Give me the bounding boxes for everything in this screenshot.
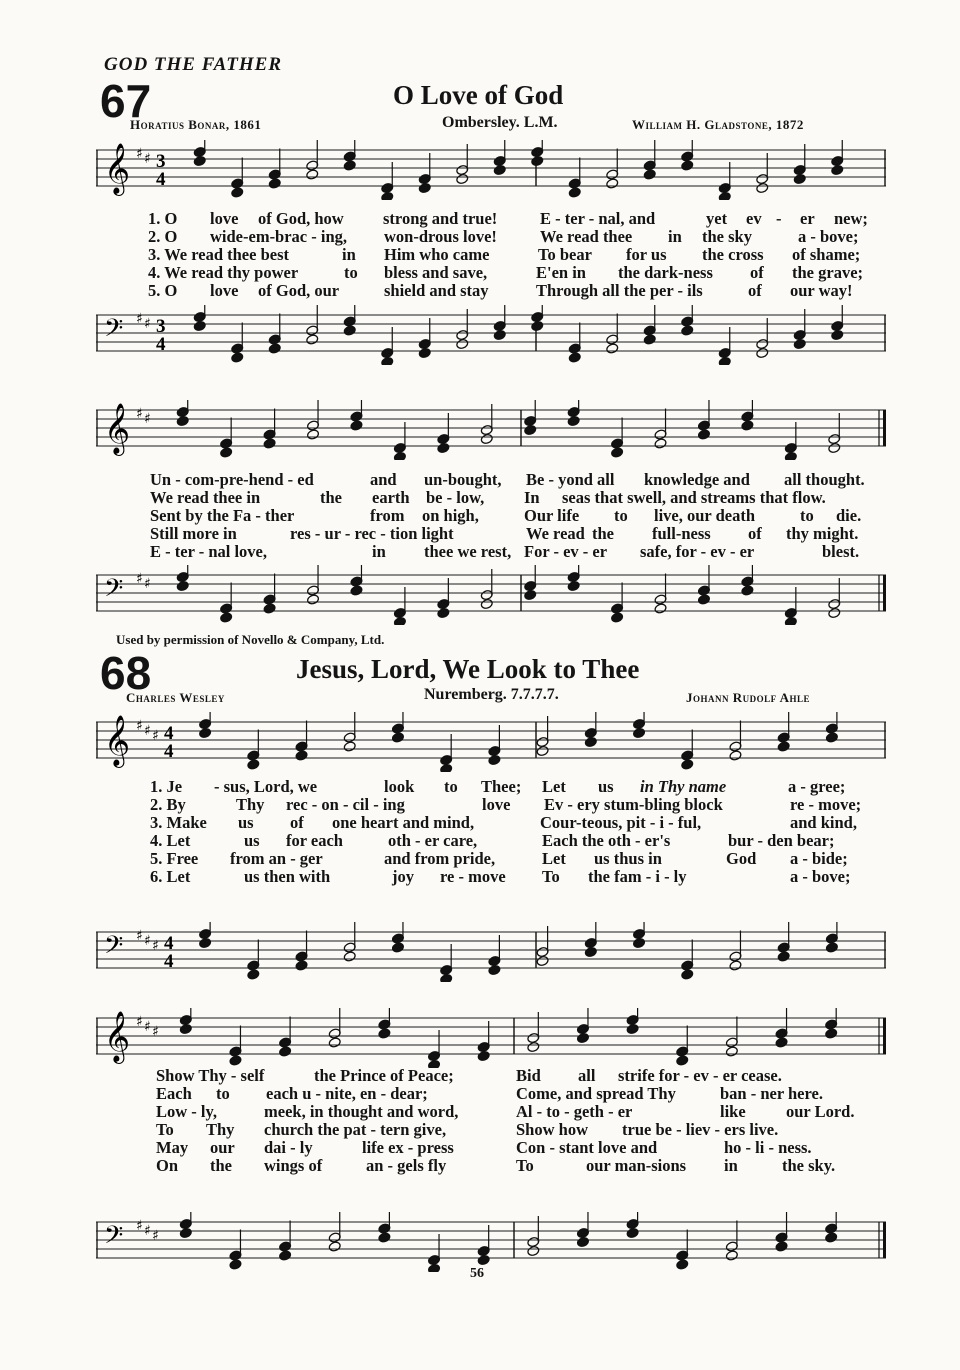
lyric: res - ur - rec - tion light — [290, 524, 454, 543]
treble-clef-icon: 𝄞 — [104, 403, 131, 454]
bass-clef-icon: 𝄢 — [104, 314, 124, 349]
lyric: us then with — [244, 867, 331, 886]
lyric: our — [210, 1138, 235, 1157]
page-number: 56 — [470, 1266, 484, 1281]
lyric: life ex - press — [362, 1138, 454, 1157]
treble-clef-icon: 𝄞 — [104, 143, 131, 194]
lyric: Thee; — [481, 777, 522, 796]
lyric: Come, and spread Thy — [516, 1084, 676, 1103]
lyric: un-bought, — [424, 470, 502, 489]
lyric: the grave; — [792, 263, 864, 282]
lyric: in — [372, 542, 386, 561]
lyric: love — [210, 209, 239, 228]
lyric: the Prince of Peace; — [314, 1066, 454, 1085]
lyric: thy might. — [786, 524, 859, 543]
svg-text:♯: ♯ — [136, 1014, 143, 1030]
lyric: in — [342, 245, 356, 264]
lyric: us thus in — [594, 849, 662, 868]
lyric: ho - li - ness. — [724, 1138, 812, 1157]
lyric: the sky — [702, 227, 752, 246]
svg-text:4: 4 — [164, 951, 174, 972]
svg-text:♯: ♯ — [136, 1218, 143, 1234]
lyric: in — [724, 1156, 738, 1175]
lyric: all thought. — [784, 470, 865, 489]
lyric: Al - to - geth - er — [516, 1102, 633, 1121]
lyric: love — [210, 281, 239, 300]
lyric: Through all the per - ils — [536, 281, 703, 300]
svg-text:3: 3 — [156, 316, 166, 337]
svg-text:♯: ♯ — [144, 576, 151, 592]
svg-text:♯: ♯ — [136, 571, 143, 587]
bass-clef-icon: 𝄢 — [104, 574, 124, 609]
hymn-68-system1-treble — [96, 712, 886, 772]
svg-text:♯: ♯ — [152, 1228, 159, 1244]
lyric: 3. Make — [150, 813, 207, 832]
lyric: Un - com-pre-hend - ed — [150, 470, 314, 489]
lyric: To — [156, 1120, 174, 1139]
hymn-67-author: Horatius Bonar, 1861 — [130, 117, 262, 132]
lyric: of — [748, 281, 762, 300]
lyric: the fam - i - ly — [588, 867, 687, 886]
permission-note: Used by permission of Novello & Company, Ltd. — [116, 632, 385, 647]
lyric: er — [800, 209, 815, 228]
svg-text:♯: ♯ — [144, 1223, 151, 1239]
lyric: We read thee in — [150, 488, 261, 507]
treble-clef-icon: 𝄞 — [104, 1011, 131, 1062]
lyric: - sus, Lord, we — [214, 777, 318, 796]
lyric: For - ev - er — [524, 542, 608, 561]
lyric: E - ter - nal love, — [150, 542, 268, 561]
lyric: ev — [746, 209, 762, 228]
lyric: E - ter - nal, and — [540, 209, 656, 228]
treble-clef-icon: 𝄞 — [104, 715, 131, 766]
lyric: the — [320, 488, 342, 507]
lyric: Be - yond all — [526, 470, 615, 489]
lyric: the sky. — [782, 1156, 836, 1175]
lyric: 2. O — [148, 227, 178, 246]
hymn-68-title: Jesus, Lord, We Look to Thee — [296, 654, 640, 684]
svg-text:♯: ♯ — [152, 728, 159, 744]
lyric: To bear — [538, 245, 592, 264]
lyric: Cour-teous, pit - i - ful, — [540, 813, 702, 832]
svg-text:♯: ♯ — [144, 1019, 151, 1035]
lyric: Ev - ery stum-bling block — [544, 795, 723, 814]
svg-text:♯: ♯ — [144, 411, 151, 427]
lyric: each u - nite, en - dear; — [266, 1084, 428, 1103]
lyric: safe, for - ev - er — [640, 542, 755, 561]
lyric: and kind, — [790, 813, 857, 832]
svg-text:♯: ♯ — [144, 316, 151, 332]
lyric: Show how — [516, 1120, 588, 1139]
lyric: Thy — [206, 1120, 235, 1139]
lyric: God — [726, 849, 757, 868]
lyric: strife for - ev - er cease. — [618, 1066, 782, 1085]
svg-text:3: 3 — [156, 151, 166, 172]
lyric: blest. — [822, 542, 860, 561]
lyric: We read thee — [540, 227, 633, 246]
lyric: a - bove; — [798, 227, 859, 246]
hymn-68-number: 68 — [100, 647, 152, 699]
lyric: us — [598, 777, 614, 796]
lyric: a - bide; — [790, 849, 848, 868]
svg-text:♯: ♯ — [136, 718, 143, 734]
lyric: 5. O — [148, 281, 178, 300]
lyric: us — [238, 813, 254, 832]
svg-text:4: 4 — [156, 334, 166, 355]
lyric: May — [156, 1138, 189, 1157]
hymn-68-tune: Nuremberg. 7.7.7.7. — [424, 686, 559, 703]
hymn-68-composer: Johann Rudolf Ahle — [686, 690, 811, 705]
lyric: wings of — [264, 1156, 323, 1175]
lyric: on high, — [422, 506, 479, 525]
lyric: To — [542, 867, 560, 886]
lyric: the dark-ness — [618, 263, 713, 282]
lyric: thee we rest, — [424, 542, 512, 561]
lyric: We read — [526, 524, 585, 543]
lyric: won-drous love! — [384, 227, 497, 246]
svg-text:4: 4 — [164, 933, 174, 954]
lyric: re - move — [440, 867, 506, 886]
lyric: love — [482, 795, 511, 814]
hymn-67-system1-bass — [96, 305, 886, 365]
hymn-67-system1-treble — [96, 140, 886, 200]
lyric: us — [244, 831, 260, 850]
hymn-68-system2-bass — [96, 1212, 886, 1272]
lyric: for each — [286, 831, 343, 850]
svg-text:4: 4 — [164, 741, 174, 762]
lyric: and — [370, 470, 397, 489]
lyric: oth - er care, — [388, 831, 478, 850]
lyric: the — [592, 524, 614, 543]
lyric: all — [578, 1066, 596, 1085]
lyric: 1. O — [148, 209, 178, 228]
hymn-67-title: O Love of God — [393, 80, 564, 110]
lyric: joy — [392, 867, 414, 886]
lyric: In — [524, 488, 540, 507]
lyric: live, our death — [654, 506, 755, 525]
lyric: of — [290, 813, 304, 832]
lyric: Low - ly, — [156, 1102, 217, 1121]
hymn-68-system1-bass — [96, 922, 886, 982]
lyric: to — [444, 777, 458, 796]
hymn-67-number: 67 — [100, 75, 152, 127]
lyric: the — [210, 1156, 232, 1175]
lyric: in Thy name — [640, 777, 727, 796]
lyric: To — [516, 1156, 534, 1175]
lyric: to — [344, 263, 358, 282]
lyric: be - low, — [426, 488, 485, 507]
svg-text:♯: ♯ — [144, 151, 151, 167]
lyric: seas that swell, and streams that flow. — [562, 488, 826, 507]
lyric: church the pat - tern give, — [264, 1120, 447, 1139]
lyric: the cross — [702, 245, 764, 264]
lyric: of — [748, 524, 762, 543]
lyric: new; — [834, 209, 868, 228]
lyric: Thy — [236, 795, 265, 814]
lyric: - — [776, 209, 782, 228]
lyric: 5. Free — [150, 849, 199, 868]
lyric: a - gree; — [788, 777, 846, 796]
lyric: dai - ly — [264, 1138, 313, 1157]
lyric: 6. Let — [150, 867, 191, 886]
lyric: 4. Let — [150, 831, 191, 850]
svg-text:♯: ♯ — [136, 406, 143, 422]
hymn-68-system2-treble — [96, 1008, 886, 1068]
lyric: Him who came — [384, 245, 490, 264]
lyric: 4. We read thy power — [148, 263, 299, 282]
hymn-67-composer: William H. Gladstone, 1872 — [632, 117, 804, 132]
lyric: Show Thy - self — [156, 1066, 265, 1085]
bass-clef-icon: 𝄢 — [104, 931, 124, 966]
lyric: our way! — [790, 281, 853, 300]
lyric: 3. We read thee best — [148, 245, 289, 264]
hymn-67-system2-bass — [96, 565, 886, 625]
svg-text:♯: ♯ — [136, 928, 143, 944]
lyric: Each the oth - er's — [542, 831, 671, 850]
lyric: Let — [542, 777, 566, 796]
lyric: On — [156, 1156, 179, 1175]
lyric: Still more in — [150, 524, 237, 543]
lyric: wide-em-brac - ing, — [210, 227, 348, 246]
lyric: an - gels fly — [366, 1156, 447, 1175]
lyric: ban - ner here. — [720, 1084, 823, 1103]
lyric: rec - on - cil - ing — [286, 795, 405, 814]
svg-text:♯: ♯ — [144, 723, 151, 739]
lyric: to — [216, 1084, 230, 1103]
lyric: meek, in thought and word, — [264, 1102, 459, 1121]
lyric: from — [370, 506, 405, 525]
lyric: Bid — [516, 1066, 541, 1085]
lyric: 1. Je — [150, 777, 183, 796]
lyric: a - bove; — [790, 867, 851, 886]
lyric: our Lord. — [786, 1102, 855, 1121]
lyric: knowledge and — [644, 470, 750, 489]
lyric: like — [720, 1102, 746, 1121]
svg-text:♯: ♯ — [152, 1024, 159, 1040]
svg-text:♯: ♯ — [136, 146, 143, 162]
lyric: bur - den bear; — [728, 831, 835, 850]
lyric: yet — [706, 209, 728, 228]
lyric: to — [800, 506, 814, 525]
lyric: Let — [542, 849, 566, 868]
lyric: to — [614, 506, 628, 525]
lyric: one heart and mind, — [332, 813, 475, 832]
lyric: from an - ger — [230, 849, 323, 868]
lyric: our man-sions — [586, 1156, 687, 1175]
lyric: in — [668, 227, 682, 246]
lyric: E'en in — [536, 263, 586, 282]
hymn-67-system2-treble — [96, 400, 886, 460]
lyric: Our life — [524, 506, 580, 525]
bass-clef-icon: 𝄢 — [104, 1221, 124, 1256]
lyric: bless and save, — [384, 263, 488, 282]
hymn-68-author: Charles Wesley — [126, 690, 225, 705]
lyric: Con - stant love and — [516, 1138, 658, 1157]
lyric: and from pride, — [384, 849, 496, 868]
lyric: Sent by the Fa - ther — [150, 506, 295, 525]
lyric: die. — [836, 506, 862, 525]
svg-text:♯: ♯ — [152, 938, 159, 954]
lyric: true be - liev - ers live. — [622, 1120, 779, 1139]
lyric: strong and true! — [383, 209, 498, 228]
lyric: 2. By — [150, 795, 186, 814]
svg-text:4: 4 — [156, 169, 166, 190]
svg-text:4: 4 — [164, 723, 174, 744]
hymn-67-tune: Ombersley. L.M. — [442, 114, 558, 131]
svg-text:♯: ♯ — [136, 311, 143, 327]
lyric: earth — [372, 488, 410, 507]
lyric: of God, how — [258, 209, 344, 228]
lyric: of God, our — [258, 281, 340, 300]
svg-text:♯: ♯ — [144, 933, 151, 949]
lyric: re - move; — [790, 795, 862, 814]
lyric: shield and stay — [384, 281, 489, 300]
lyric: of shame; — [792, 245, 861, 264]
lyric: for us — [626, 245, 667, 264]
lyric: Each — [156, 1084, 192, 1103]
lyric: of — [750, 263, 764, 282]
lyric: look — [384, 777, 415, 796]
section-heading: GOD THE FATHER — [104, 54, 283, 75]
lyric: full-ness — [652, 524, 711, 543]
